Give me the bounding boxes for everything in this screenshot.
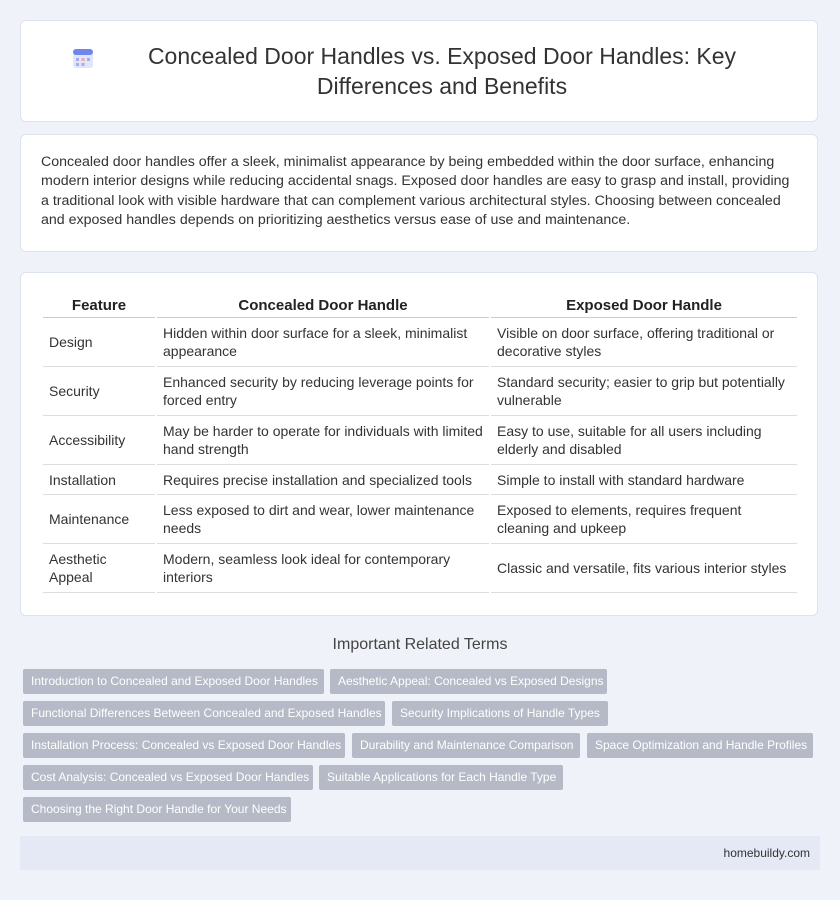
related-term-tag[interactable]: Functional Differences Between Concealed and Exposed Handles xyxy=(23,701,385,726)
row-concealed: Enhanced security by reducing leverage points for forced entry xyxy=(157,367,489,416)
related-term-tag[interactable]: Suitable Applications for Each Handle Type xyxy=(319,765,563,790)
title-card xyxy=(20,20,818,122)
related-term-tag[interactable]: Installation Process: Concealed vs Exposed Door Handles xyxy=(23,733,345,758)
intro-paragraph: Concealed door handles offer a sleek, minimalist appearance by being embedded within the door surface, enhancing modern interior designs while reducing accidental snags. Exposed door handles are easy to grasp and install, providing a traditional look with visible hardware that can complement various architectural styles. Choosing between concealed and exposed handles depends on prioritizing aesthetics versus ease of use and maintenance. xyxy=(41,154,790,229)
table-row xyxy=(43,367,797,416)
row-exposed: Simple to install with standard hardware xyxy=(491,465,797,495)
related-term-tag[interactable]: Durability and Maintenance Comparison xyxy=(352,733,580,758)
row-concealed: Modern, seamless look ideal for contemporary interiors xyxy=(157,544,489,593)
row-concealed: Hidden within door surface for a sleek, minimalist appearance xyxy=(157,318,489,367)
row-exposed: Classic and versatile, fits various interior styles xyxy=(491,544,797,593)
calendar-icon xyxy=(71,46,95,70)
row-feature: Security xyxy=(43,367,155,416)
row-exposed: Easy to use, suitable for all users including elderly and disabled xyxy=(491,416,797,465)
table-row xyxy=(43,495,797,544)
comparison-table-card xyxy=(20,272,818,616)
footer xyxy=(20,836,820,870)
row-concealed: Less exposed to dirt and wear, lower maintenance needs xyxy=(157,495,489,544)
intro-card xyxy=(20,134,818,252)
related-term-tag[interactable]: Cost Analysis: Concealed vs Exposed Door Handles xyxy=(23,765,313,790)
header-exposed: Exposed Door Handle xyxy=(491,293,797,318)
header-feature: Feature xyxy=(43,293,155,318)
row-feature: Maintenance xyxy=(43,495,155,544)
table-row xyxy=(43,416,797,465)
table-row xyxy=(43,544,797,593)
comparison-table xyxy=(41,293,799,593)
table-row xyxy=(43,318,797,367)
row-feature: Accessibility xyxy=(43,416,155,465)
related-terms-heading: Important Related Terms xyxy=(332,636,508,653)
related-term-tag[interactable]: Choosing the Right Door Handle for Your Needs xyxy=(23,797,291,822)
row-exposed: Visible on door surface, offering traditional or decorative styles xyxy=(491,318,797,367)
footer-site-link[interactable]: homebuildy.com xyxy=(723,846,810,860)
row-exposed: Exposed to elements, requires frequent cleaning and upkeep xyxy=(491,495,797,544)
header-concealed: Concealed Door Handle xyxy=(157,293,489,318)
related-term-tag[interactable]: Aesthetic Appeal: Concealed vs Exposed Designs xyxy=(330,669,607,694)
row-concealed: May be harder to operate for individuals with limited hand strength xyxy=(157,416,489,465)
row-feature: Design xyxy=(43,318,155,367)
row-feature: Aesthetic Appeal xyxy=(43,544,155,593)
related-term-tag[interactable]: Security Implications of Handle Types xyxy=(392,701,608,726)
row-concealed: Requires precise installation and specialized tools xyxy=(157,465,489,495)
row-feature: Installation xyxy=(43,465,155,495)
page-title: Concealed Door Handles vs. Exposed Door Handles: Key Differences and Benefits xyxy=(147,43,737,99)
related-term-tag[interactable]: Space Optimization and Handle Profiles xyxy=(587,733,813,758)
related-term-tag[interactable]: Introduction to Concealed and Exposed Door Handles xyxy=(23,669,324,694)
row-exposed: Standard security; easier to grip but potentially vulnerable xyxy=(491,367,797,416)
table-row xyxy=(43,465,797,495)
